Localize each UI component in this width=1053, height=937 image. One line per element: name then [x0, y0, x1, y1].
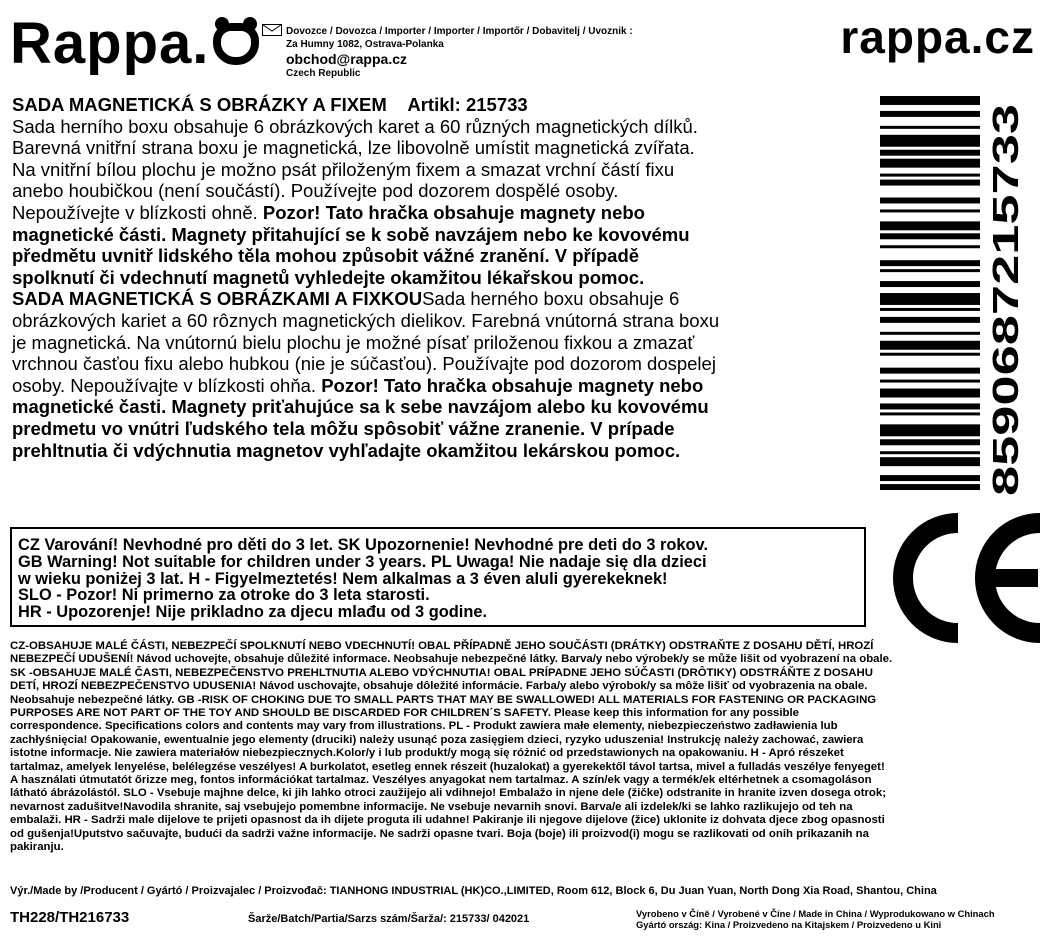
- warning-line: HR - Upozorenje! Nije prikladno za djecu mlađu od 3 godine.: [18, 603, 487, 622]
- cz-bold-line: předmětu uvnitř lidského těla mohou způsobit vážné zranění. V případě: [12, 245, 640, 267]
- fine-print-line: embalaži. HR - Sadrži male dijelove te prijeti opasnost da ih dijete proguta ili udahne! Pakiranje ili njegove dijelove (žice) uklonite iz dohvata djece zbog opasnosti: [10, 814, 885, 827]
- barcode-bar: [880, 281, 980, 287]
- product-codes: TH228/TH216733: [10, 909, 130, 926]
- importer-block: [262, 24, 633, 81]
- barcode-bar: [880, 126, 980, 129]
- made-in-line: Gyártó ország: Kina / Proizvedeno na Kitajskem / Proizvedeno u Kini: [636, 919, 942, 930]
- barcode-bar: [880, 353, 980, 356]
- fine-print-line: NEBEZPEČÍ UDUŠENÍ! Návod uchovejte, obsahuje důležité informace. Neobsahuje nebezpečné látky. Barva/y nebo výrobek/y se může lišit od vyobrazení na obale.: [10, 653, 893, 666]
- fine-print-line: nevarnost zadušitve!Navodila shranite, saj vsebujejo pomembne informacije. Ne vsebuje nevarnih snovi. Barva/e ali izdelek/ki se lahko razlikujejo od teh na: [10, 800, 853, 813]
- warning-line: CZ Varování! Nevhodné pro děti do 3 let. SK Upozornenie! Nevhodné pre deti do 3 rokov.: [18, 536, 709, 554]
- barcode-bar: [880, 197, 980, 203]
- cz-caution-lead: Nepoužívejte v blízkosti ohně.: [12, 201, 263, 223]
- barcode-bar: [880, 245, 980, 248]
- importer-email: obchod@rappa.cz: [286, 51, 407, 67]
- barcode-digits: 8590687215733: [985, 235, 1026, 496]
- warning-line: SLO - Pozor! Ni primerno za otroke do 3 leta starosti.: [18, 586, 430, 605]
- cz-bold-line: magnetické části. Magnety přitahující se k sobě navzájem nebo ke kovovému: [12, 223, 690, 245]
- sk-bold-line: predmetu vo vnútri ľudského tela môžu spôsobiť vážne zranenie. V prípade: [12, 417, 675, 439]
- fine-print-line: látható ábrázolástól. SLO - Vsebuje majhne delce, ki jih lahko otroci zaužijejo ali vdihnejo! Embalažo in njene dele (žičke) odstranite in hranite izven dosega otrok;: [10, 787, 887, 800]
- barcode-bar: [880, 451, 980, 454]
- barcode-bar: [880, 403, 980, 409]
- barcode-bar: [880, 389, 980, 398]
- barcode-bar: [880, 150, 980, 156]
- fine-print-line: A használati útmutatót őrizze meg, fontos információkat tartalmaz. Veszélyes anyagokat nem tartalmaz. A szín/ek vagy a termék/ek eltérhetnek a csomagoláson: [10, 774, 872, 787]
- barcode-bar: [880, 424, 980, 436]
- safety-fine-print: [10, 640, 1048, 855]
- importer-country: Czech Republic: [286, 68, 361, 79]
- fine-print-line: DETÍ, HROZÍ NEBEZPEČENSTVO UDUSENIA! Návod uschovajte, obsahuje dôležité informácie. Farba/y alebo výrobok/y sa môže lišiť od vyobrazenia na obale.: [10, 680, 868, 693]
- barcode-bar: [880, 368, 980, 374]
- envelope-icon: [262, 24, 282, 36]
- barcode-bar: [880, 484, 980, 490]
- batch-number: Šarže/Batch/Partia/Sarzs szám/Šarža/: 215733/ 042021: [248, 913, 530, 925]
- logo-text: Rappa.: [10, 11, 210, 76]
- country-of-origin: [636, 908, 995, 930]
- barcode-bar: [880, 174, 980, 177]
- barcode-bar: [880, 293, 980, 305]
- manufacturer-info: Výr./Made by /Producent / Gyártó / Proizvajalec / Proizvođač: TIANHONG INDUSTRIAL (HK)CO.,LIMITED, Room 612, Block 6, Du Juan Yuan, North Dong Xia Road, Shantou, China: [10, 885, 937, 897]
- barcode-bar: [880, 209, 980, 212]
- barcode-bar: [880, 308, 980, 311]
- fine-print-line: CZ-OBSAHUJE MALÉ ČÁSTI, NEBEZPEČÍ SPOLKNUTÍ NEBO VDECHNUTÍ! OBAL PŘÍPADNĚ JEHO SOUČÁSTI (DRÁTKY) ODSTRAŇTE Z DOSAHU DĚTÍ, HROZÍ: [10, 640, 874, 652]
- cz-line: anebo houbičkou (není součástí). Používejte pod dozorem dospělé osoby.: [12, 180, 619, 202]
- barcode-bar: [880, 260, 980, 266]
- cz-line: Na vnitřní bílou plochu je možno psát přiloženým fixem a smazat vrchní částí fixu: [12, 158, 675, 180]
- barcode-bar: [880, 475, 980, 481]
- sk-bold-line: magnetické časti. Magnety priťahujúce sa k sebe navzájom alebo ku kovovému: [12, 396, 709, 418]
- fine-print-line: Neobsahuje nebezpečné látky. GB -RISK OF CHOKING DUE TO SMALL PARTS THAT MAY BE SWALLOWED! ALL MATERIALS FOR FASTENING OR PACKAGING: [10, 693, 877, 706]
- sk-line: je magnetická. Na vnútornú bielu plochu je možné písať priloženou fixkou a zmazať: [12, 331, 695, 353]
- barcode-bar: [880, 317, 980, 323]
- barcode-bar: [880, 221, 980, 230]
- article-number: Artikl: 215733: [407, 94, 528, 115]
- barcode-bar: [880, 269, 980, 272]
- sk-line: vrchnou časťou fixu alebo hubkou (nie je súčasťou). Používajte pod dozorom dospelej: [12, 353, 716, 375]
- ce-mark-icon: [888, 513, 1048, 643]
- cz-caution-bold: Pozor! Tato hračka obsahuje magnety nebo: [262, 201, 645, 223]
- product-description: [12, 94, 862, 461]
- sk-caution-lead: osoby. Nepoužívajte v blízkosti ohňa.: [12, 374, 322, 396]
- fine-print-line: SK -OBSAHUJE MALÉ ČASTI, NEBEZPEČENSTVO PREHLTNUTIA ALEBO VDÝCHNUTIA! OBAL PRÍPADNE JEHO SÚČASTI (DRÔTIKY) ODSTRÁŇTE Z DOSAHU: [10, 666, 873, 679]
- sk-first-line: Sada herného boxu obsahuje 6: [422, 288, 680, 310]
- fine-print-line: istotne informacje. Nie zawiera materiałów niebezpiecznych.Kolor/y i lub produkt/y mogą się różnić od przedstawionych na opakowaniu. H - Apró részeket: [10, 747, 844, 760]
- barcode-bars: [880, 96, 980, 490]
- ean-barcode: [870, 96, 1030, 496]
- rappa-logo: [10, 11, 259, 76]
- barcode-bar: [880, 380, 980, 383]
- barcode-bar: [880, 159, 980, 168]
- fine-print-line: od gušenja!Uputstvo sačuvajte, budući da sadrži važne informacije. Ne sadrži opasne tvari. Boja (boje) ili proizvod(i) mogu se razlikovati od onih prikazanih na: [10, 827, 869, 840]
- sk-line: obrázkových kariet a 60 rôznych magnetických dielikov. Farebná vnútorná strana boxu: [12, 309, 720, 331]
- cz-line: Sada herního boxu obsahuje 6 obrázkových karet a 60 různých magnetických dílků.: [12, 115, 698, 137]
- age-warning-box: [10, 527, 866, 627]
- cz-line: Barevná vnitřní strana boxu je magnetická, lze libovolně umístit magnetická zvířata.: [12, 137, 695, 159]
- fine-print-line: tartalmaz, amelyek lenyelése, belélegzése veszélyes! A burkolatot, esetleg ennek részeit (huzalokat) a gyerekektől távol tartsa, mivel a fulladás veszélye fenyeget!: [10, 760, 885, 773]
- warning-line: w wieku poniżej 3 lat. H - Figyelmeztetés! Nem alkalmas a 3 éven aluli gyerekeknek!: [18, 569, 668, 588]
- sk-caution-bold: Pozor! Tato hračka obsahuje magnety nebo: [321, 374, 704, 396]
- barcode-bar: [880, 439, 980, 445]
- website-text: rappa.cz: [840, 11, 1035, 63]
- barcode-bar: [880, 457, 980, 466]
- sk-bold-line: prehltnutia či vdýchnutia magnetov vyhľadajte okamžitou lekárskou pomoc.: [12, 439, 681, 461]
- barcode-bar: [880, 135, 980, 147]
- made-in-line: Vyrobeno v Číně / Vyrobené v Číne / Made in China / Wyprodukowano w Chinach: [636, 908, 995, 919]
- barcode-bar: [880, 111, 980, 117]
- bear-head-icon: [213, 23, 259, 65]
- product-title: SADA MAGNETICKÁ S OBRÁZKY A FIXEM: [12, 94, 387, 115]
- barcode-bar: [880, 96, 980, 105]
- cz-bold-line: spolknutí či vdechnutí magnetů vyhledejte okamžitou lékařskou pomoc.: [12, 266, 645, 288]
- sk-title: SADA MAGNETICKÁ S OBRÁZKAMI A FIXKOU: [12, 288, 423, 310]
- barcode-bar: [880, 180, 980, 186]
- barcode-bar: [880, 332, 980, 335]
- fine-print-line: correspondence. Specifications colors and contents may vary from illustrations. PL - Produkt zawiera małe elementy, niebezpieczeństwo zadławienia lub: [10, 720, 838, 733]
- importer-address: Za Humny 1082, Ostrava-Polanka: [286, 38, 444, 50]
- fine-print-line: pakiranju.: [10, 841, 64, 854]
- warning-line: GB Warning! Not suitable for children under 3 years. PL Uwaga! Nie nadaje się dla dzieci: [18, 552, 707, 571]
- barcode-bar: [880, 412, 980, 415]
- fine-print-line: zachłyśnięcia! Opakowanie, ewentualnie jego elementy (druciki) należy usunąć poza zasięgiem dzieci, ryzyko uduszenia! Instrukcję należy zachować, zawiera: [10, 733, 864, 746]
- importer-label: Dovozce / Dovozca / Importer / Importer / Importőr / Dobavitelj / Uvoznik :: [286, 26, 633, 37]
- fine-print-line: PURPOSES ARE NOT PART OF THE TOY AND SHOULD BE DISCARDED FOR CHILDREN´S SAFETY. Please keep this information for any possible: [10, 707, 800, 720]
- barcode-bar: [880, 233, 980, 239]
- barcode-bar: [880, 341, 980, 350]
